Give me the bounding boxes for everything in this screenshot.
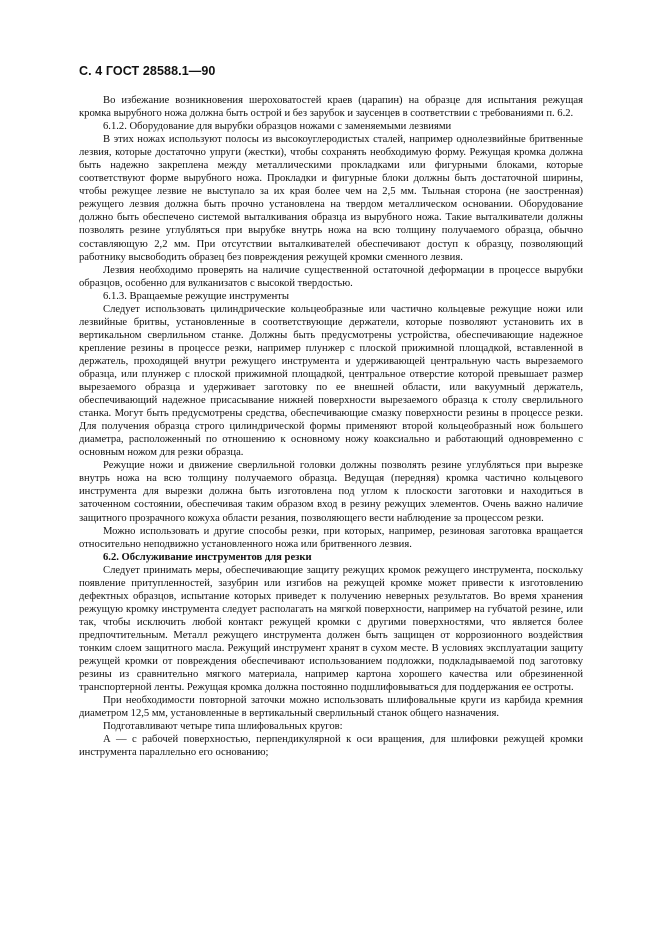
section-heading-6-2: 6.2. Обслуживание инструментов для резки — [103, 551, 312, 563]
page-header: С. 4 ГОСТ 28588.1—90 — [79, 64, 216, 78]
paragraph-tool-maintenance: Следует принимать меры, обеспечивающие защиту режущих кромок режущего инструмента, поскольку появление притупленностей, зазубрин или изгибов на режущей кромке может привести к изготовлению дефектных образцов, испытание которых приведет к получению неверных результатов. Во время хранения режущую кромку инструмента следует располагать на мягкой поверхности, например на губчатой резине, или так, чтобы исключить любой контакт режущей кромки с другими поверхностями, что является более предпочтительным. Металл режущего инструмента должен быть защищен от коррозионного воздействия тонким слоем защитного масла. Режущий инструмент хранят в сухом месте. В условиях эксплуатации защиту режущей кромки от повреждения обеспечивают использованием подложки, подкладываемой под заготовку резины из сравнительно мягкого материала, например картона хорошего качества или обрезиненной транспортерной ленты. Режущая кромка должна постоянно подшлифовываться для поддержания ее остроты. — [79, 564, 583, 694]
section-heading-6-1-2: 6.1.2. Оборудование для вырубки образцов ножами с заменяемыми лезвиями — [103, 121, 452, 133]
paragraph-replaceable-blades: В этих ножах используют полосы из высокоуглеродистых сталей, например однолезвийные бритвенные лезвия, которые достаточно упруги (жестки), чтобы сохранять необходимую форму. Режущая кромка должна быть надежно закреплена между металлическими прокладками или фигурными блоками, которые соответствуют форме вырубного ножа. Прокладки и фигурные блоки должны быть достаточной ширины, чтобы режущее лезвие не выступало за их края более чем на 2,5 мм. Тыльная сторона (не заостренная) режущего лезвия должна быть прочно установлена на твердом металлическом основании. Оборудование должно быть обеспечено системой выталкивания образца из вырубного ножа. Такие выталкиватели должны позволять резине углубляться при вырубке внутрь ножа на всю толщину получаемого образца, обычно составляющую 2,2 мм. При отсутствии выталкивателей обеспечивают доступ к образцу, позволяющий работнику высвободить образец без повреждения режущей кромки сменного лезвия. — [79, 134, 583, 263]
paragraph-intro: Во избежание возникновения шероховатостей краев (царапин) на образце для испытания режущая кромка вырубного ножа должна быть острой и без зарубок и заусенцев в соответствии с требованиями п. 6.2. — [79, 95, 583, 120]
paragraph-other-methods: Можно использовать и другие способы резки, при которых, например, резиновая заготовка вращается относительно неподвижно установленного ножа или бритвенного лезвия. — [79, 525, 583, 550]
paragraph-blade-check: Лезвия необходимо проверять на наличие существенной остаточной деформации в процессе вырубки образцов, особенно для вулканизатов с высокой твердостью. — [79, 264, 583, 289]
document-body — [79, 94, 583, 759]
section-heading-6-1-3: 6.1.3. Вращаемые режущие инструменты — [103, 290, 290, 302]
paragraph-wheel-types: Подготавливают четыре типа шлифовальных кругов: — [103, 721, 343, 733]
paragraph-cutter-motion: Режущие ножи и движение сверлильной головки должны позволять резине углубляться при вырезке внутрь ножа на всю толщину получаемого образца. Ведущая (передняя) кромка частично кольцевого инструмента для вырезки должна быть изготовлена под углом к плоскости заготовки и находиться в заточенном состоянии, обеспечивая таким образом вход в резину режущих элементов. Очень важно наличие защитного прозрачного кожуха области резания, позволяющего вести наблюдение за процессом резки. — [79, 460, 583, 524]
paragraph-rotary-tools: Следует использовать цилиндрические кольцеобразные или частично кольцевые режущие ножи или лезвийные бритвы, установленные в соответствующие держатели, которые позволяют установить их в вертикальном сверлильном станке. Должны быть предусмотрены устройства, обеспечивающие надежное крепление резины в процессе резки, например плунжер с плоской прижимной площадкой, вставленной в держатель, проходящей внутри режущего инструмента и удерживающей центральную часть вырезаемого образца, или плунжер с плоской прижимной площадкой, центральное отверстие которой превышает размер вырезаемого образца и удерживает заготовку по ее внешней области, или вакуумный держатель, обеспечивающий надежное присасывание нижней поверхности вырезаемого образца к столу сверлильного станка. Могут быть предусмотрены средства, обеспечивающие смазку поверхности резины в процессе резки. Для получения образца строго цилиндрической формы применяют второй кольцеобразный нож большего диаметра, расположенный по отношению к основному ножу коаксиально и работающий одновременно с основным ножом для резки образца. — [79, 303, 583, 459]
paragraph-resharpening: При необходимости повторной заточки можно использовать шлифовальные круги из карбида кремния диаметром 12,5 мм, установленные в вертикальный сверлильный станок общего назначения. — [79, 695, 583, 720]
paragraph-wheel-type-a: А — с рабочей поверхностью, перпендикулярной к оси вращения, для шлифовки режущей кромки инструмента параллельно его основанию; — [79, 734, 583, 759]
